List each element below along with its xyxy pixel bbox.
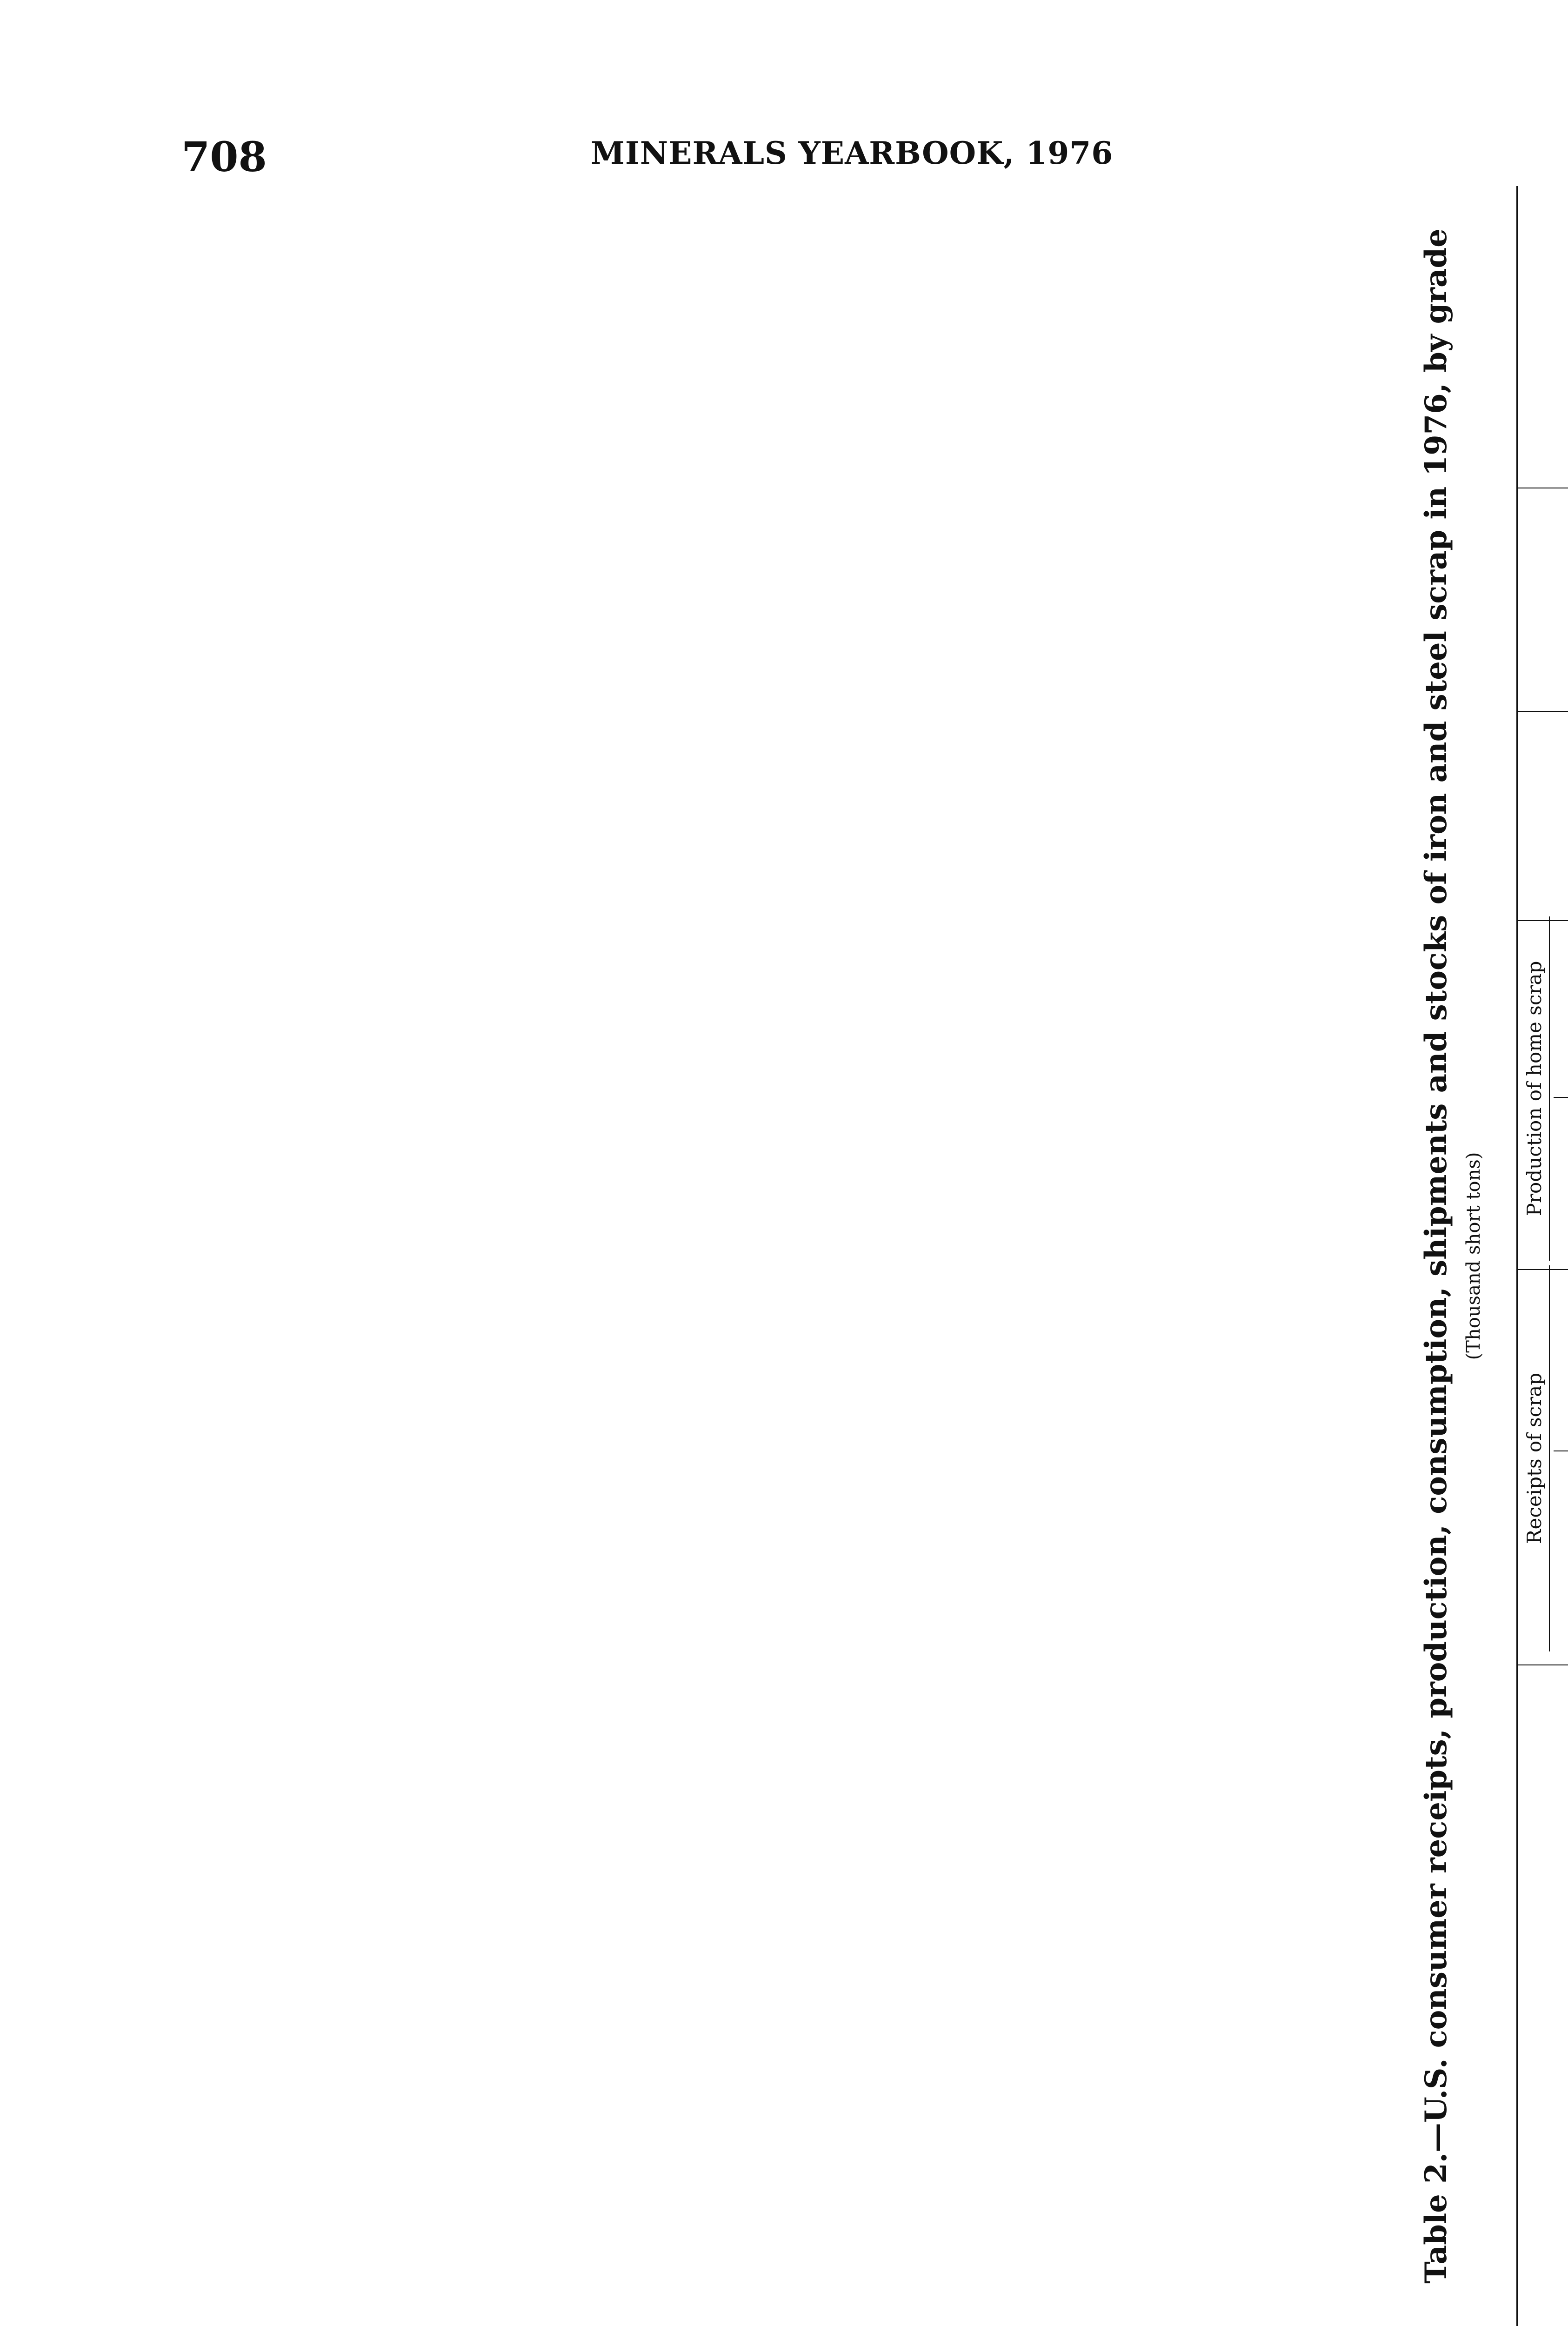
running-title: MINERALS YEARBOOK, 1976	[591, 135, 1114, 171]
column-rule	[1554, 1450, 1568, 1451]
column-rule	[1554, 1097, 1568, 1098]
table-unit: (Thousand short tons)	[1463, 1152, 1484, 1360]
running-head	[0, 0, 1568, 181]
table-caption	[1419, 186, 1493, 2326]
group-rule-receipts	[1549, 1265, 1550, 1651]
column-rule	[1516, 1664, 1568, 1665]
group-header-receipts: Receipts of scrap	[1523, 1372, 1546, 1544]
column-rule	[1516, 920, 1568, 921]
column-rule	[1516, 1269, 1568, 1270]
page-number: 708	[181, 133, 267, 181]
column-rule	[1516, 711, 1568, 712]
table-title: Table 2.—U.S. consumer receipts, production, consumption, shipments and stocks of iron and steel scrap in 1976, by grade	[1419, 228, 1454, 2284]
rotated-table-region	[1419, 186, 1568, 2326]
group-header-production: Production of home scrap	[1523, 961, 1546, 1216]
header-top-rule	[1516, 186, 1518, 2326]
group-rule-production	[1549, 916, 1550, 1261]
